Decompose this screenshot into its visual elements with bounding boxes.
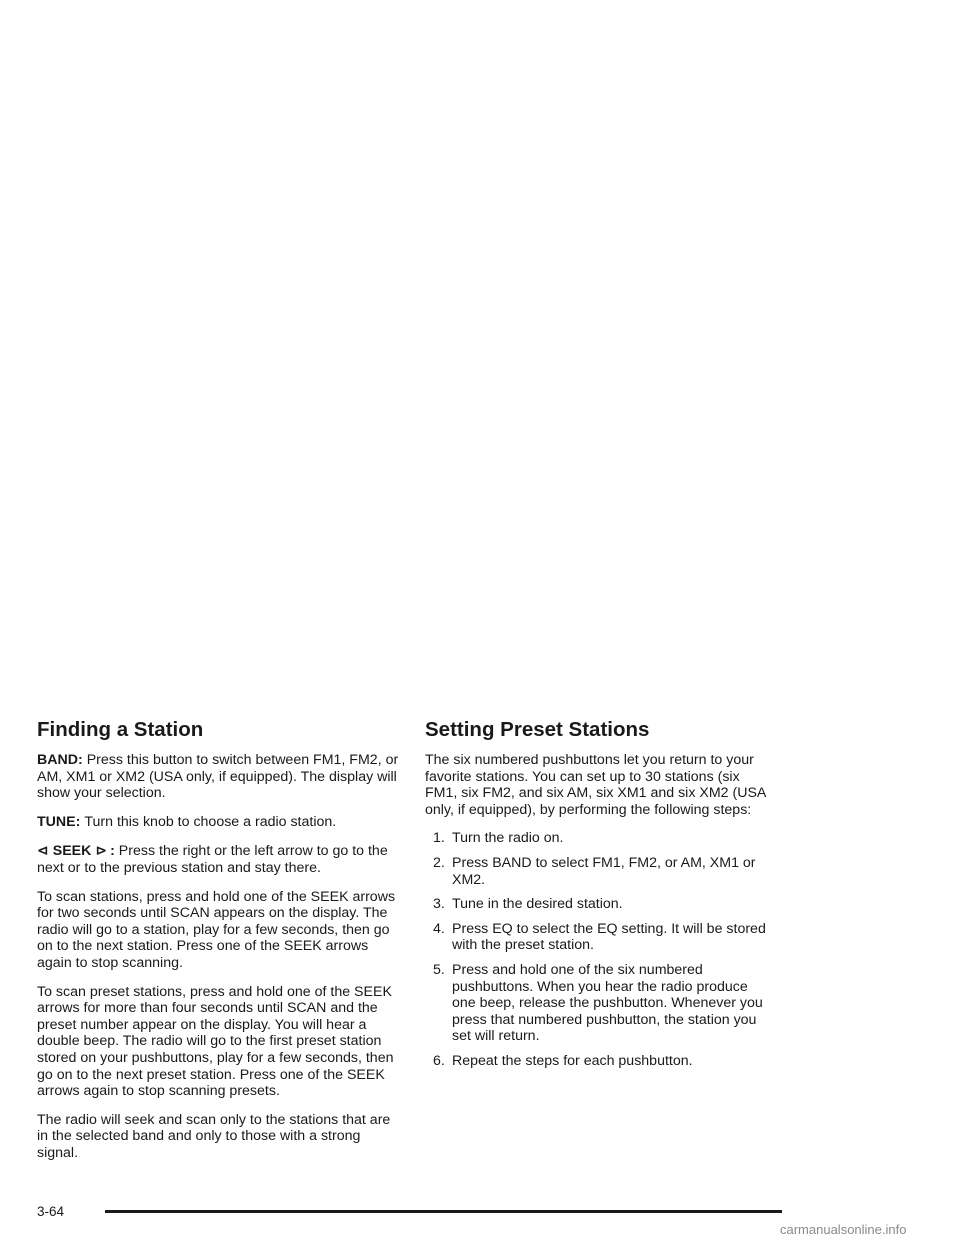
- step-text: Turn the radio on.: [452, 830, 564, 847]
- band-term: BAND:: [37, 752, 83, 768]
- list-item: [425, 921, 775, 954]
- page-number: 3-64: [37, 1204, 65, 1219]
- preset-scan-paragraph: To scan preset stations, press and hold one of the SEEK arrows for more than four seconds until SCAN and the preset number appear on the display. You will hear a double beep. The radio will go to the first preset station stored on your pushbuttons, play for a few seconds, then go on to the next preset station. Press one of the SEEK arrows again to stop scanning presets.: [37, 983, 394, 1100]
- seek-text: Press the right or the left arrow to go to the next or to the previous station and stay there.: [37, 843, 388, 876]
- list-item: [425, 896, 775, 913]
- step-text: Repeat the steps for each pushbutton.: [452, 1052, 693, 1069]
- seek-paragraph: [37, 842, 399, 876]
- step-text: Press BAND to select FM1, FM2, or AM, XM1 or XM2.: [452, 854, 756, 888]
- list-item: [425, 830, 775, 847]
- seek-right-arrow-icon: ⊳: [95, 842, 108, 859]
- band-text: Press this button to switch between FM1, FM2, or AM, XM1 or XM2 (USA only, if equipped). The display will show your selection.: [37, 752, 399, 802]
- tune-paragraph: [37, 814, 399, 831]
- left-column: [37, 718, 399, 1173]
- step-number: 5.: [433, 961, 445, 978]
- step-number: 2.: [433, 854, 445, 871]
- seek-term: SEEK: [52, 843, 92, 860]
- preset-steps-list: [425, 830, 775, 1069]
- list-item: [425, 855, 775, 888]
- seek-colon: :: [110, 843, 115, 860]
- right-column: [425, 718, 775, 1078]
- scan-paragraph: To scan stations, press and hold one of the SEEK arrows for two seconds until SCAN appears on the display. The radio will go to a station, play for a few seconds, then go on to the next station. Press one of the SEEK arrows again to stop scanning.: [37, 888, 396, 971]
- step-text: Tune in the desired station.: [452, 896, 623, 913]
- step-number: 1.: [433, 830, 445, 847]
- footer-divider: [105, 1210, 782, 1213]
- list-item: [425, 1053, 775, 1070]
- seek-note-paragraph: The radio will seek and scan only to the stations that are in the selected band and only to those with a strong signal.: [37, 1111, 391, 1161]
- tune-text: Turn this knob to choose a radio station.: [84, 813, 337, 830]
- tune-term: TUNE:: [37, 813, 81, 830]
- preset-intro-paragraph: The six numbered pushbuttons let you return to your favorite stations. You can set up to 30 stations (six FM1, six FM2, and six AM, six XM1 and six XM2 (USA only, if equipped), by performing the following steps:: [425, 752, 766, 818]
- band-paragraph: [37, 752, 399, 802]
- step-number: 6.: [433, 1052, 445, 1069]
- step-number: 4.: [433, 920, 445, 937]
- section-heading-finding-station: Finding a Station: [37, 718, 204, 741]
- section-heading-setting-presets: Setting Preset Stations: [425, 718, 650, 741]
- step-text: Press EQ to select the EQ setting. It will be stored with the preset station.: [452, 920, 766, 954]
- list-item: [425, 962, 775, 1045]
- step-text: Press and hold one of the six numbered pushbuttons. When you hear the radio produce one beep, release the pushbutton. Whenever you press that numbered pushbutton, the station you set will return.: [452, 961, 763, 1045]
- seek-left-arrow-icon: ⊲: [37, 842, 49, 859]
- watermark-text: carmanualsonline.info: [780, 1222, 907, 1237]
- step-number: 3.: [433, 896, 445, 913]
